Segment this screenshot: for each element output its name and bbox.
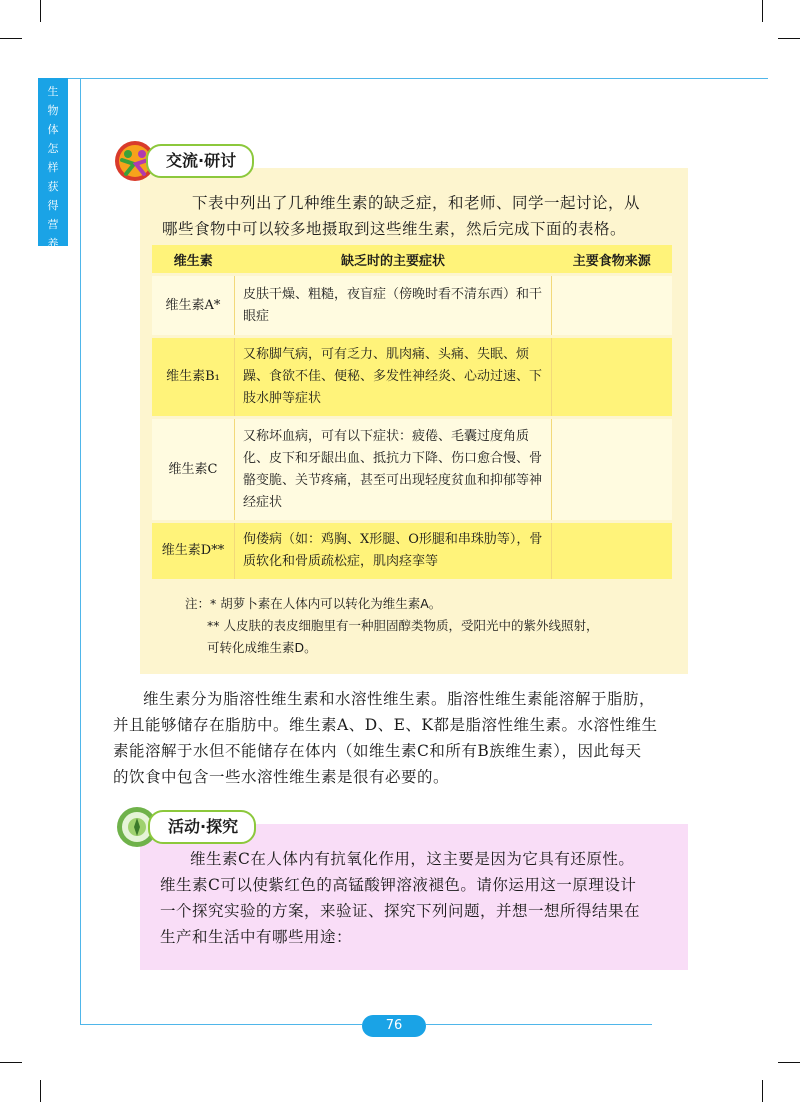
source-cell <box>552 522 673 581</box>
source-cell <box>552 418 673 522</box>
body-line: 的饮食中包含一些水溶性维生素是很有必要的。 <box>113 768 450 786</box>
side-tab-char: 养 <box>47 237 59 250</box>
symptom-cell: 又称脚气病，可有乏力、肌肉痛、头痛、失眠、烦躁、食欲不佳、便秘、多发性神经炎、心动过速、下肢水肿等症状 <box>235 337 552 418</box>
vitamin-table <box>152 245 672 582</box>
vitamin-name: 维生素B₁ <box>152 337 235 418</box>
symptom-cell: 皮肤干燥、粗糙，夜盲症（傍晚时看不清东西）和干眼症 <box>235 275 552 337</box>
crop-mark <box>778 1062 800 1063</box>
activity-text <box>160 846 680 950</box>
footnote-1: 注：* 胡萝卜素在人体内可以转化为维生素A。 <box>185 596 442 611</box>
table-header: 主要食物来源 <box>552 245 673 275</box>
activity-line: 生产和生活中有哪些用途： <box>160 928 353 946</box>
activity-line: 维生素C可以使紫红色的高锰酸钾溶液褪色。请你运用这一原理设计 <box>160 876 637 894</box>
crop-mark <box>40 0 41 22</box>
intro-line: 下表中列出了几种维生素的缺乏症，和老师、同学一起讨论，从 <box>192 194 641 212</box>
footnote-line: 可转化成维生素D。 <box>207 640 317 655</box>
side-tab-char: 体 <box>47 123 59 136</box>
vitamin-name: 维生素C <box>152 418 235 522</box>
side-tab-char: 获 <box>47 180 59 193</box>
activity-badge <box>116 806 256 848</box>
body-paragraph <box>113 686 693 790</box>
crop-mark <box>762 0 763 22</box>
symptom-cell: 佝偻病（如：鸡胸、X形腿、O形腿和串珠肋等），骨质软化和骨质疏松症，肌肉痉挛等 <box>235 522 552 581</box>
source-cell <box>552 275 673 337</box>
body-line: 维生素分为脂溶性维生素和水溶性维生素。脂溶性维生素能溶解于脂肪， <box>143 690 656 708</box>
discussion-label: 交流·研讨 <box>146 144 254 178</box>
footnote-2 <box>207 615 598 659</box>
crop-mark <box>0 38 22 39</box>
activity-label: 活动·探究 <box>148 810 256 844</box>
crop-mark <box>778 38 800 39</box>
body-line: 并且能够储存在脂肪中。维生素A、D、E、K都是脂溶性维生素。水溶性维生 <box>113 716 658 734</box>
table-row <box>152 522 672 581</box>
side-tab-char: 物 <box>47 104 59 117</box>
table-row <box>152 275 672 337</box>
side-tab-char: 怎 <box>47 142 59 155</box>
intro-line: 哪些食物中可以较多地摄取到这些维生素，然后完成下面的表格。 <box>162 220 627 238</box>
footer-rule <box>80 1024 362 1025</box>
table-header-row <box>152 245 672 275</box>
crop-mark <box>762 1080 763 1102</box>
side-tab-char: 生 <box>47 85 59 98</box>
activity-line: 维生素C在人体内有抗氧化作用，这主要是因为它具有还原性。 <box>190 850 635 868</box>
activity-line: 一个探究实验的方案，来验证、探究下列问题，并想一想所得结果在 <box>160 902 641 920</box>
vitamin-name: 维生素A* <box>152 275 235 337</box>
crop-mark <box>40 1080 41 1102</box>
table-row <box>152 337 672 418</box>
side-tab-char: 得 <box>47 199 59 212</box>
margin-rule <box>80 78 81 1024</box>
header-rule <box>38 78 768 79</box>
table-row <box>152 418 672 522</box>
discussion-badge <box>114 140 254 182</box>
body-line: 素能溶解于水但不能储存在体内（如维生素C和所有B族维生素），因此每天 <box>113 742 642 760</box>
table-header: 缺乏时的主要症状 <box>235 245 552 275</box>
side-tab-char: 样 <box>47 161 59 174</box>
chapter-side-tab <box>38 78 68 250</box>
crop-mark <box>0 1062 22 1063</box>
footnote-line: ** 人皮肤的表皮细胞里有一种胆固醇类物质，受阳光中的紫外线照射， <box>207 618 599 633</box>
symptom-cell: 又称坏血病，可有以下症状：疲倦、毛囊过度角质化、皮下和牙龈出血、抵抗力下降、伤口愈合慢、骨骼变脆、关节疼痛，甚至可出现轻度贫血和抑郁等神经症状 <box>235 418 552 522</box>
vitamin-name: 维生素D** <box>152 522 235 581</box>
table-header: 维生素 <box>152 245 235 275</box>
page-number: 76 <box>362 1015 426 1037</box>
discussion-intro <box>162 190 682 242</box>
side-tab-char: 营 <box>47 218 59 231</box>
footer-rule <box>426 1024 652 1025</box>
source-cell <box>552 337 673 418</box>
